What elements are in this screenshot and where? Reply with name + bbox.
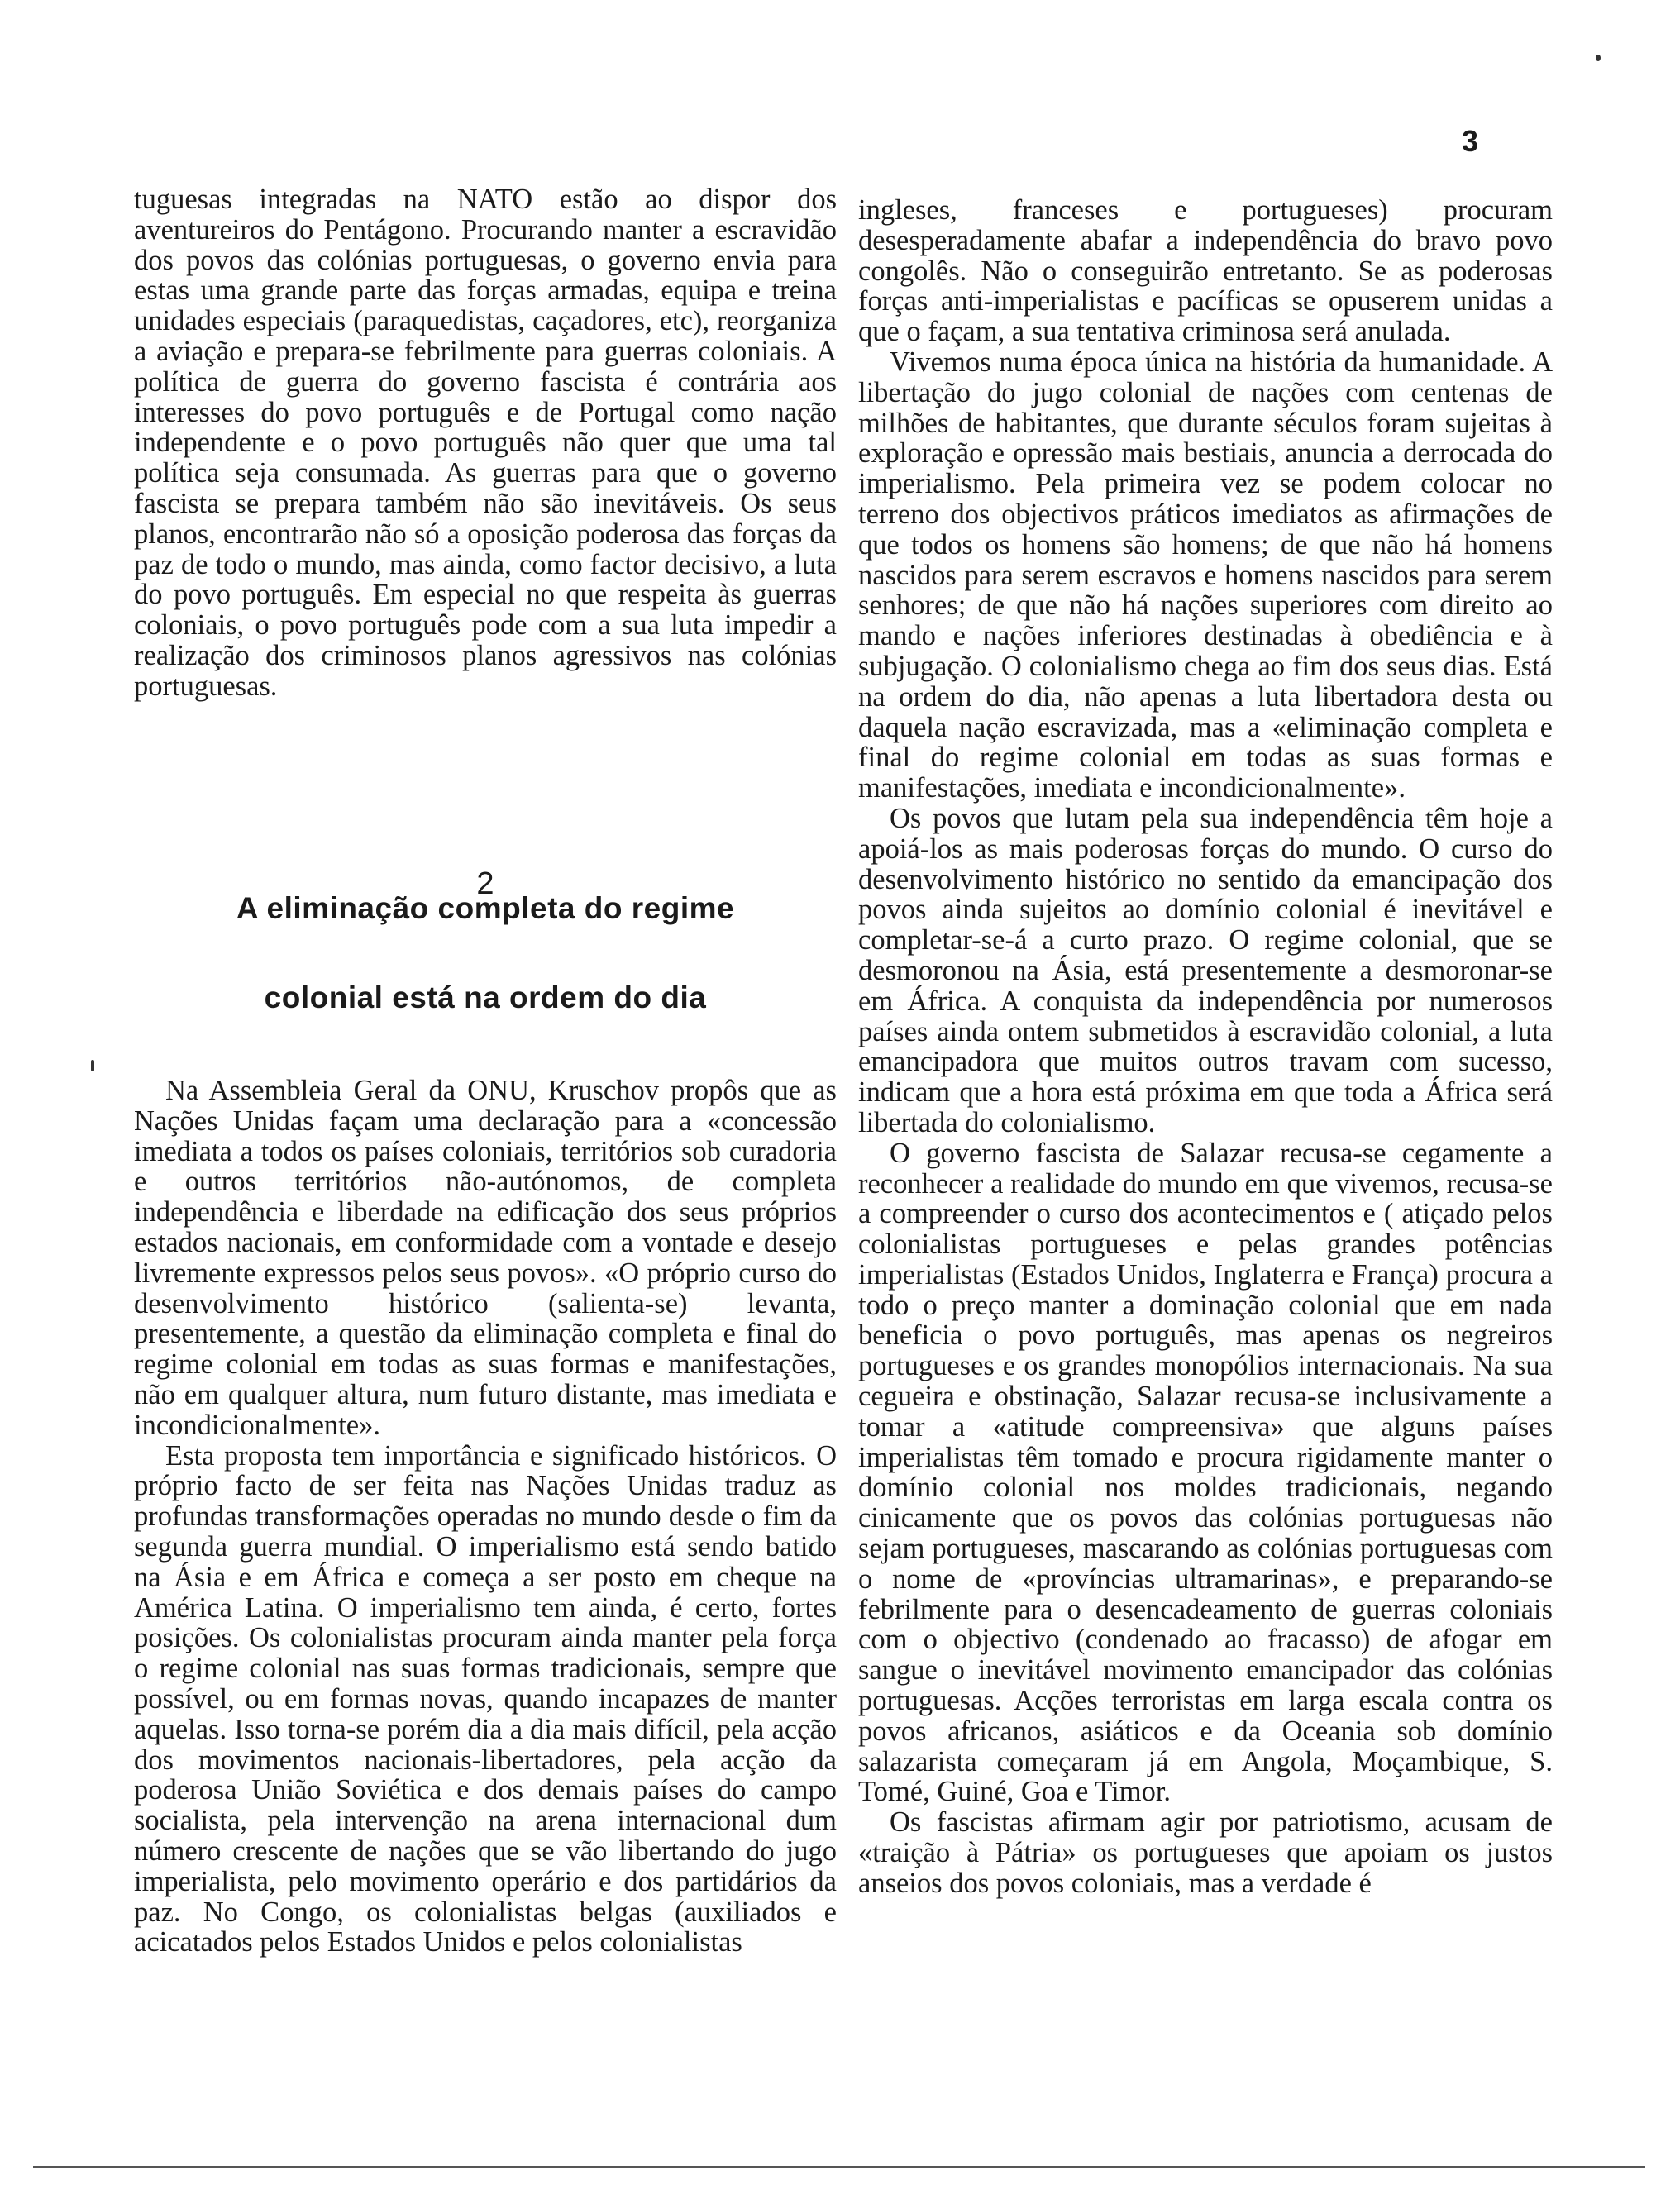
page-number: 3 (1462, 124, 1479, 158)
scan-edge-line (33, 2166, 1645, 2168)
paragraph: tuguesas integradas na NATO estão ao dispor dos aventureiros do Pentágono. Procurando manter a escravidão dos povos das colónias portuguesas, o governo envia para estas uma grande parte das forças armadas, equipa e treina unidades especiais (paraquedistas, caçadores, etc), reorganiza a aviação e prepara-se febrilmente para guerras coloniais. A política de guerra do governo fascista é contrária aos interesses do povo português e de Portugal como nação independente e o povo português não quer que uma tal política seja consumada. As guerras para que o governo fascista se prepara também não são inevitáveis. Os seus planos, encontrarão não só a oposição poderosa das forças da paz de todo o mundo, mas ainda, como factor decisivo, a luta do povo português. Em especial no que respeita às guerras coloniais, o povo português pode com a sua luta impedir a realização dos criminosos planos agressivos nas colónias portuguesas. (134, 184, 837, 702)
left-column-bottom (134, 1076, 837, 1958)
scan-speck (1596, 55, 1601, 61)
paragraph: ingleses, franceses e portugueses) procuram desesperadamente abafar a independência do bravo povo congolês. Não o conseguirão entretanto. Se as poderosas forças anti-imperialistas e pacíficas se opuserem unidas a que o façam, a sua tentativa criminosa será anulada. (858, 194, 1553, 348)
left-column-top (134, 184, 837, 702)
paragraph: Os fascistas afirmam agir por patriotismo, acusam de «traição à Pátria» os portugueses que apoiam os justos anseios dos povos coloniais, mas a verdade é (858, 1806, 1553, 1899)
paragraph: Esta proposta tem importância e significado históricos. O próprio facto de ser feita nas Nações Unidas traduz as profundas transformações operadas no mundo desde o fim da segunda guerra mundial. O imperialismo está sendo batido na Ásia e em África e começa a ser posto em cheque na América Latina. O imperialismo tem ainda, é certo, fortes posições. Os colonialistas procuram ainda manter pela força o regime colonial nas suas formas tradicionais, sempre que possível, ou em formas novas, quando incapazes de manter aquelas. Isso torna-se porém dia a dia mais difícil, pela acção dos movimentos nacionais-libertadores, pela acção da poderosa União Soviética e dos demais países do campo socialista, pela intervenção na arena internacional dum número crescente de nações que se vão libertando do jugo imperialista, pelo movimento operário e dos partidários da paz. No Congo, os colonialistas belgas (auxiliados e acicatados pelos Estados Unidos e pelos colonialistas (134, 1439, 837, 1959)
scan-speck (91, 1060, 94, 1071)
paragraph: O governo fascista de Salazar recusa-se cegamente a reconhecer a realidade do mundo em que vivemos, recusa-se a compreender o curso dos acontecimentos e ( atiçado pelos colonialistas portugueses e pelas grandes potências imperialistas (Estados Unidos, Inglaterra e França) procura a todo o preço manter a dominação colonial que em nada beneficia o povo português, mas apenas os negreiros portugueses e os grandes monopólios internacionais. Na sua cegueira e obstinação, Salazar recusa-se inclusivamente a tomar a «atitude compreensiva» que alguns países imperialistas têm tomado e procura rigidamente manter o domínio colonial nos moldes tradicionais, negando cinicamente que os povos das colónias portuguesas não sejam portugueses, mascarando as colónias portuguesas com o nome de «províncias ultramarinas», e preparando-se febrilmente para o desencadeamento de guerras coloniais com o objectivo (condenado ao fracasso) de afogar em sangue o inevitável movimento emancipador das colónias portuguesas. Acções terroristas em larga escala contra os povos africanos, asiáticos e da Oceania sob domínio salazarista começaram já em Angola, Moçambique, S. Tomé, Guiné, Goa e Timor. (858, 1137, 1553, 1808)
paragraph: Vivemos numa época única na história da humanidade. A libertação do jugo colonial de nações com centenas de milhões de habitantes, que durante séculos foram sujeitas à exploração e opressão mais bestiais, anuncia a derrocada do imperialismo. Pela primeira vez se podem colocar no terreno dos objectivos práticos imediatos as afirmações de que todos os homens são homens; de que não há homens nascidos para serem escravos e homens nascidos para serem senhores; de que não há nações superiores com direito ao mando e nações inferiores destinadas à obediência e à subjugação. O colonialismo chega ao fim dos seus dias. Está na ordem do dia, não apenas a luta libertadora desta ou daquela nação escravizada, mas a «eliminação completa e final do regime colonial em todas as suas formas e manifestações, imediata e incondicionalmente». (858, 346, 1553, 804)
section-title-line-2: colonial está na ordem do dia (264, 980, 707, 1014)
paragraph: Os povos que lutam pela sua independência têm hoje a apoiá-los as mais poderosas forças do mundo. O curso do desenvolvimento histórico no sentido da emancipação dos povos ainda sujeitos ao domínio colonial é inevitável e completar-se-á a curto prazo. O regime colonial, que se desmoronou na Ásia, está presentemente a desmoronar-se em África. A conquista da independência por numerosos países ainda ontem submetidos à escravidão colonial, a luta emancipadora que muitos outros travam com sucesso, indicam que a hora está próxima em que toda a África será libertada do colonialismo. (858, 802, 1553, 1138)
section-number: 2 (476, 866, 494, 901)
right-column (858, 195, 1553, 1899)
paragraph: Na Assembleia Geral da ONU, Kruschov propôs que as Nações Unidas façam uma declaração para a «concessão imediata a todos os países coloniais, territórios sob curadoria e outros territórios não-autónomos, de completa independência e liberdade na edificação dos seus próprios estados nacionais, em conformidade com a vontade e desejo livremente expressos pelos seus povos». «O próprio curso do desenvolvimento histórico (salienta-se) levanta, presentemente, a questão da eliminação completa e final do regime colonial em todas as suas formas e manifestações, não em qualquer altura, num futuro distante, mas imediata e incondicionalmente». (134, 1075, 837, 1441)
section-title-line-1: A eliminação completa do regime (236, 891, 735, 925)
